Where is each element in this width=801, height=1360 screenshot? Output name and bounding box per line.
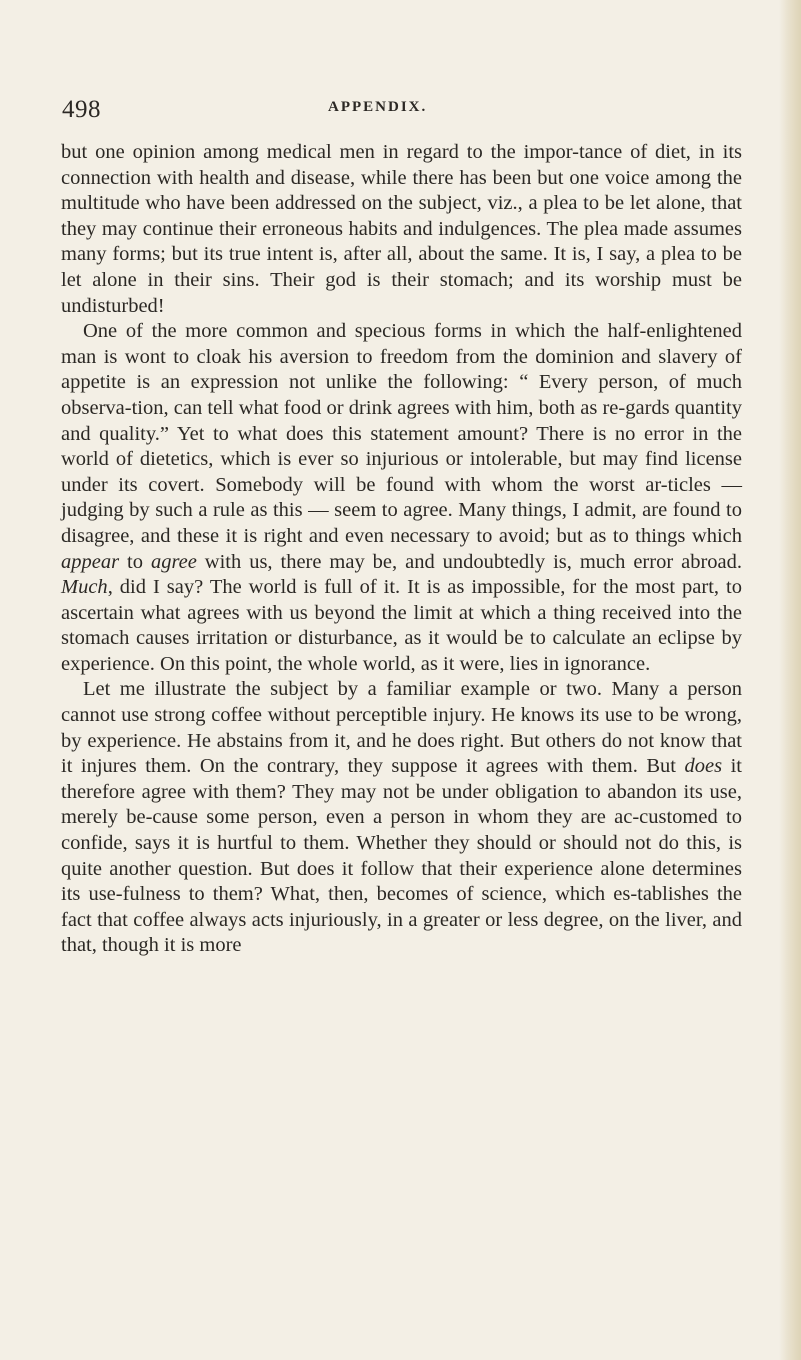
paragraph-3-italic-does: does [684, 755, 723, 778]
running-title: APPENDIX. [328, 99, 428, 115]
paragraph-2 [61, 319, 742, 677]
paragraph-2-italic-agree: agree [150, 550, 197, 573]
paragraph-2-italic-appear: appear [61, 550, 120, 573]
paragraph-3-text-b: it therefore agree with them? They may not be under obligation to abandon its use, merely be-cause some person, even a person in whom they are ac-customed to confide, says it is hurtful to them. Whether they should or should not do this, is quite another question. But does it follow that their experience alone determines its use-fulness to them? What, then, becomes of science, which es-tablishes the fact that coffee always acts injuriously, in a greater or less degree, on the liver, and that, though it is more [61, 755, 742, 957]
page-number: 498 [62, 96, 101, 123]
paragraph-2-italic-much: Much [61, 576, 108, 599]
page-edge-shading [779, 0, 801, 1360]
paragraph-3 [61, 677, 742, 959]
paragraph-3-text-a: Let me illustrate the subject by a familiar example or two. Many a person cannot use strong coffee without perceptible injury. He knows its use to be wrong, by experience. He abstains from it, and he does right. But others do not know that it injures them. On the contrary, they suppose it agrees with them. But [61, 678, 742, 778]
paragraph-1: but one opinion among medical men in regard to the impor-tance of diet, in its connection with health and disease, while there has been but one voice among the multitude who have been addressed on the subject, viz., a plea to be let alone, that they may continue their erroneous habits and indulgences. The plea made assumes many forms; but its true intent is, after all, about the same. It is, I say, a plea to be let alone in their sins. Their god is their stomach; and its worship must be undisturbed! [61, 141, 742, 317]
body-text [61, 140, 742, 959]
paragraph-2-text-d: , did I say? The world is full of it. It is as impossible, for the most part, to ascertain what agrees with us beyond the limit at which a thing received into the stomach causes irritation or disturbance, as it would be to calculate an eclipse by experience. On this point, the whole world, as it were, lies in ignorance. [61, 576, 742, 675]
paragraph-2-text-b: to [119, 550, 151, 573]
paragraph-2-text-c: with us, there may be, and undoubtedly is, much error abroad. [196, 550, 743, 573]
paragraph-2-text-a: One of the more common and specious forms in which the half-enlightened man is wont to cloak his aversion to freedom from the dominion and slavery of appetite is an expression not unlike the following: “ Every person, of much observa-tion, can tell what food or drink agrees with him, both as re-gards quantity and quality.” Yet to what does this statement amount? There is no error in the world of dietetics, which is ever so injurious or intolerable, but may find license under its covert. Somebody will be found with whom the worst ar-ticles — judging by such a rule as this — seem to agree. Many things, I admit, are found to disagree, and these it is right and even necessary to avoid; but as to things which [61, 320, 742, 547]
